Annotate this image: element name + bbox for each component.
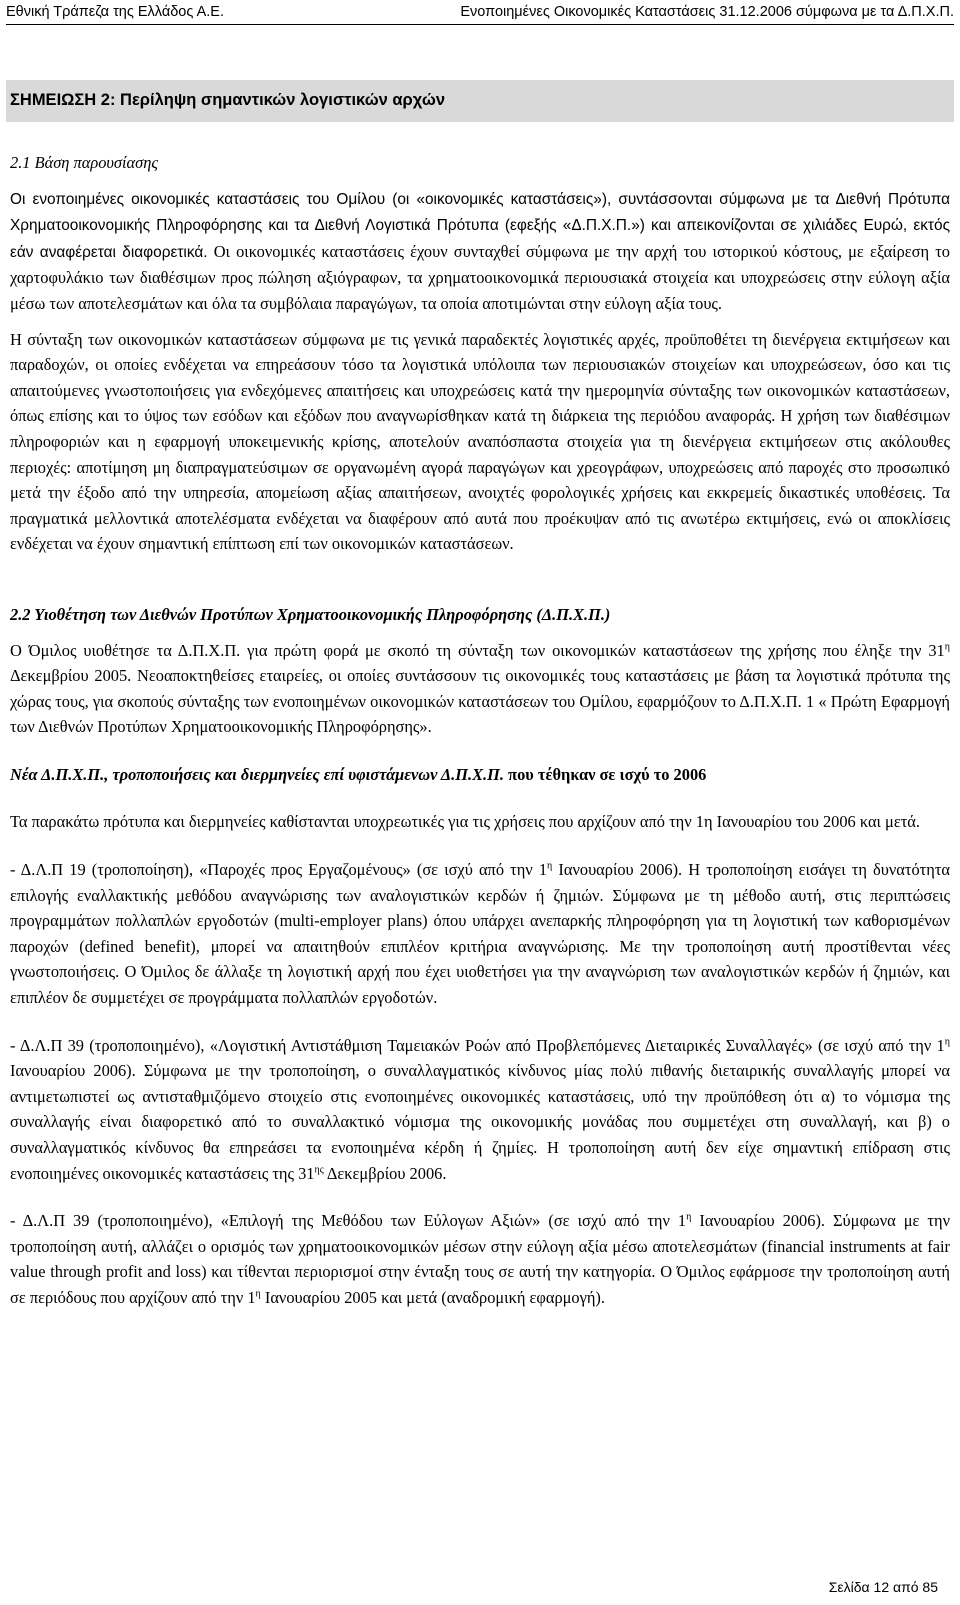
list-item-ias39-hedge: - Δ.Λ.Π 39 (τροποποιημένο), «Λογιστική Αντιστάθμιση Ταμειακών Ροών από Προβλεπόμενες Διεταιρικές Συναλλαγές» (σε ισχύ από την $1^\eta$ Ιανουαρίου 2006). Σύμφωνα με την τροποποίηση, ο συναλλαγματικός κίνδυνος μίας πολύ πιθανής διεταιρικής συναλλαγής μπορεί να αντιμετωπιστεί ως αντισταθμιζόμενο στοιχείο στις ενοποιημένες οικονομικές καταστάσεις, υπό την προϋπόθεση ότι α) το νόμισμα της συναλλαγής είναι διαφορετικό από το συναλλακτικό νόμισμα της οικονομικής μονάδας που συμμετέχει στη συναλλαγή, και β) ο συναλλαγματικός κίνδυνος θα επηρεάσει τα ενοποιημένα κέρδη ή ζημίες. Η τροποποίηση αυτή δεν είχε σημαντική επίδραση στις ενοποιημένες οικονομικές καταστάσεις της $31^{\eta\varsigma}$ Δεκεμβρίου 2006. xyxy=(10,1035,950,1183)
heading-2-2-text: Υιοθέτηση των Διεθνών Προτύπων Χρηματοοικονομικής Πληροφόρησης (Δ.Π.Χ.Π.) xyxy=(34,604,611,624)
page-number: Σελίδα 12 από 85 xyxy=(828,1579,938,1595)
paragraph-basis-1-sans: Οι ενοποιημένες οικονομικές καταστάσεις του Ομίλου (οι «οικονομικές καταστάσεις»), συντάσσονται σύμφωνα με τα Διεθνή Πρότυπα Χρηματοοικονομικής Πληροφόρησης και τα Διεθνή Λογιστικά Πρότυπα (εφεξής «Δ.Π.Χ.Π.») και απεικονίζονται σε χιλιάδες Ευρώ, εκτός εάν αναφέρεται διαφορετικά. xyxy=(10,190,950,261)
section-title: ΣΗΜΕΙΩΣΗ 2: Περίληψη σημαντικών λογιστικών αρχών xyxy=(10,91,446,109)
heading-2-1: 2.1 Βάση παρουσίασης xyxy=(10,153,159,172)
section-title-bar xyxy=(6,80,954,122)
paragraph-estimates: Η σύνταξη των οικονομικών καταστάσεων σύμφωνα με τις γενικά παραδεκτές λογιστικές αρχές, προϋποθέτει τη διενέργεια εκτιμήσεων και παραδοχών, οι οποίες ενδέχεται να επηρεάσουν τόσο τα λογιστικά υπόλοιπα των περιουσιακών στοιχείων και υποχρεώσεων, όσο και τις απαιτούμενες γνωστοποιήσεις για ενδεχόμενες απαιτήσεις και υποχρεώσεις κατά την ημερομηνία σύνταξης των οικονομικών καταστάσεων, όπως επίσης και το ύψος των εσόδων και εξόδων που αναγνωρίσθηκαν κατά τη διάρκεια της περιόδου αναφοράς. Η χρήση των διαθέσιμων πληροφοριών και η εφαρμογή υποκειμενικής κρίσης, αποτελούν αναπόσπαστα στοιχεία για τη διενέργεια εκτιμήσεων στις ακόλουθες περιοχές: αποτίμηση μη διαπραγματεύσιμων σε οργανωμένη αγορά παραγώγων και χρεογράφων, υποχρεώσεις από παροχές στο προσωπικό μετά την έξοδο από την υπηρεσία, απομείωση αξίας απαιτήσεων, ανοιχτές φορολογικές χρήσεις και εκκρεμείς δικαστικές υποθέσεις. Τα πραγματικά μελλοντικά αποτελέσματα ενδέχεται να διαφέρουν από αυτά που προέκυψαν από τις ανωτέρω εκτιμήσεις, ενώ οι αποκλίσεις ενδέχεται να έχουν σημαντική επίπτωση επί των οικονομικών καταστάσεων. xyxy=(10,329,950,554)
header-report-title: Ενοποιημένες Οικονομικές Καταστάσεις 31.12.2006 σύμφωνα με τα Δ.Π.Χ.Π. xyxy=(460,4,954,20)
heading-2-2-number: 2.2 xyxy=(10,604,35,624)
list-item-ias39-fair-value: - Δ.Λ.Π 39 (τροποποιημένο), «Επιλογή της Μεθόδου των Εύλογων Αξιών» (σε ισχύ από την $1^\eta$ Ιανουαρίου 2006). Σύμφωνα με την τροποποίηση αυτή, αλλάζει ο ορισμός των χρηματοοικονομικών μέσων στην εύλογη αξία μέσω αποτελεσμάτων (financial instruments at fair value through profit and loss) και τίθενται περιορισμοί στην ένταξη τους σε αυτή την κατηγορία. Ο Όμιλος εφάρμοσε την τροποποίηση αυτή σε περιόδους που αρχίζουν από την $1^\eta$ Ιανουαρίου 2005 και μετά (αναδρομική εφαρμογή). xyxy=(10,1211,950,1307)
paragraph-new-standards-intro: Τα παρακάτω πρότυπα και διερμηνείες καθίστανται υποχρεωτικές για τις χρήσεις που αρχίζουν από την 1η Ιανουαρίου του 2006 και μετά. xyxy=(10,812,920,832)
list-item-ias19: - Δ.Λ.Π 19 (τροποποίηση), «Παροχές προς Εργαζομένους» (σε ισχύ από την $1^\eta$ Ιανουαρίου 2006). Η τροποποίηση εισάγει τη δυνατότητα επιλογής εναλλακτικής μεθόδου αναγνώρισης των αναλογιστικών κερδών ή ζημιών. Σύμφωνα με τη μέθοδο αυτή, στις περιπτώσεις προγραμμάτων πολλαπλών εργοδοτών (multi-employer plans) όπου υπάρχει ανεπαρκής πληροφόρηση για τη λογιστική των καθορισμένων παροχών (defined benefit), μπορεί να απαιτηθούν επιπλέον κριτήρια αναγνώρισης. Με την τροποποίηση αυτή προστίθενται νέες γνωστοποιήσεις. Ο Όμιλος δε άλλαξε τη λογιστική αρχή που έχει υιοθετήσει για την αναγνώριση των αναλογιστικών κερδών ή ζημιών, και επιπλέον δε συμμετέχει σε προγράμματα πολλαπλών εργοδοτών. xyxy=(10,860,951,1008)
paragraph-basis-1-rest: Οι οικονομικές καταστάσεις έχουν συνταχθεί σύμφωνα με την αρχή του ιστορικού κόστους, με εξαίρεση το χαρτοφυλάκιο των διαθέσιμων προς πώληση αξιόγραφων, τα χρηματοοικονομικά περιουσιακά στοιχεία και υποχρεώσεις στην εύλογη αξία μέσω των αποτελεσμάτων και όλα τα συμβόλαια παραγώγων, τα οποία αποτιμώνται στην εύλογη αξία τους. xyxy=(10,241,950,313)
header-bank-name: Εθνική Τράπεζα της Ελλάδος Α.Ε. xyxy=(6,4,224,20)
paragraph-basis-1 xyxy=(10,186,950,317)
document-body xyxy=(10,150,950,1311)
paragraph-adoption: Ο Όμιλος υιοθέτησε τα Δ.Π.Χ.Π. για πρώτη φορά με σκοπό τη σύνταξη των οικονομικών καταστάσεων της χρήσης που έληξε την $31^\eta$ Δεκεμβρίου 2005. Νεοαποκτηθείσες εταιρείες, οι οποίες συντάσσουν τις οικονομικές τους καταστάσεις με βάση τα λογιστικά πρότυπα της χώρας τους, για σκοπούς σύνταξης των ενοποιημένων οικονομικών καταστάσεων του Ομίλου, εφαρμόζουν το Δ.Π.Χ.Π. 1 « Πρώτη Εφαρμογή των Διεθνών Προτύπων Χρηματοοικονομικής Πληροφόρησης». xyxy=(10,640,950,737)
page-header xyxy=(6,4,954,25)
heading-new-standards: Νέα Δ.Π.Χ.Π., τροποποιήσεις και διερμηνείες επί υφιστάμενων Δ.Π.Χ.Π. που τέθηκαν σε ισχύ το 2006 xyxy=(10,764,707,784)
heading-2-2 xyxy=(10,602,950,628)
